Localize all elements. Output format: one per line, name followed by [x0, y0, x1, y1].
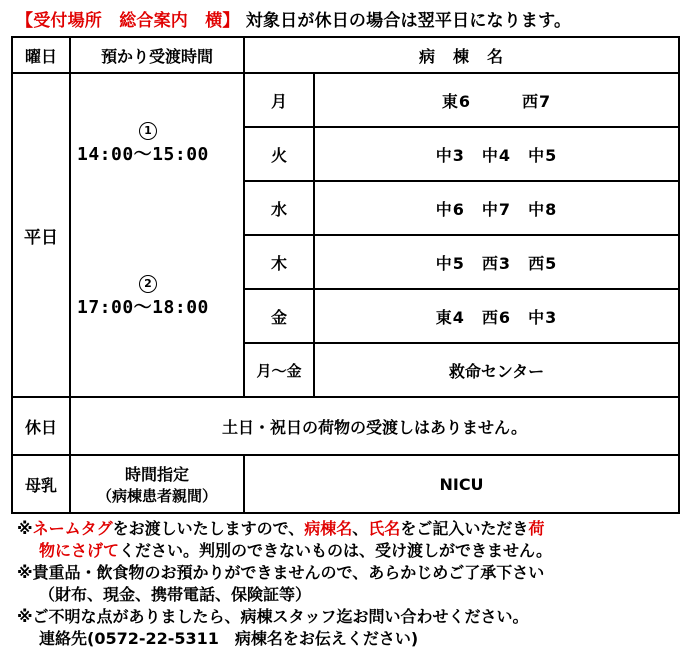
- table-header-row: [12, 37, 679, 73]
- person-name-text: 氏名: [368, 519, 401, 538]
- note-3: ※ご不明な点がありましたら、病棟スタッフ迄お問い合わせください。: [17, 607, 529, 626]
- slot-2-time: 17:00〜18:00: [77, 297, 209, 318]
- notes: [17, 518, 685, 650]
- breastmilk-row: [12, 455, 679, 513]
- breastmilk-time-line2: （病棟患者親間）: [96, 487, 217, 505]
- name-tag-text: ネームタグ: [32, 519, 113, 538]
- schedule-table: [11, 36, 680, 514]
- day-cell: 木: [244, 235, 314, 289]
- day-cell: 月: [244, 73, 314, 127]
- holiday-label: 休日: [12, 397, 70, 455]
- luggage-text: 荷: [528, 519, 545, 538]
- day-type-header: 曜日: [12, 37, 70, 73]
- table-row: [12, 73, 679, 127]
- page-header: [16, 6, 571, 31]
- note-text: をご記入いただき: [400, 519, 529, 538]
- ward-header: 病 棟 名: [244, 37, 679, 73]
- slot-2: [71, 270, 243, 395]
- slot-1: [71, 75, 243, 166]
- ward-cell: 救命センター: [314, 343, 679, 397]
- day-cell: 金: [244, 289, 314, 343]
- note-1: [17, 518, 685, 540]
- note-2: ※貴重品・飲食物のお預かりができませんので、あらかじめご了承下さい: [17, 563, 545, 582]
- holiday-note: 対象日が休日の場合は翌平日になります。: [245, 11, 572, 31]
- ward-cell: 東6 西7: [314, 73, 679, 127]
- breastmilk-time: [70, 455, 244, 513]
- time-slots: [70, 73, 244, 397]
- ward-cell: 中5 西3 西5: [314, 235, 679, 289]
- slot-1-time: 14:00〜15:00: [77, 144, 209, 165]
- day-cell: 月〜金: [244, 343, 314, 397]
- day-cell: 水: [244, 181, 314, 235]
- ward-cell: 中6 中7 中8: [314, 181, 679, 235]
- reception-location: 【受付場所 総合案内 横】: [16, 11, 240, 31]
- slot-1-number: 1: [139, 122, 157, 140]
- holiday-text: 土日・祝日の荷物の受渡しはありません。: [70, 397, 679, 455]
- contact-info: 連絡先(0572-22-5311 病棟名をお伝えください): [39, 629, 419, 648]
- ward-name-text: 病棟名: [304, 519, 353, 538]
- ward-cell: 中3 中4 中5: [314, 127, 679, 181]
- note-text: ください。判別のできないものは、受け渡しができません。: [119, 541, 552, 560]
- holiday-row: [12, 397, 679, 455]
- breastmilk-ward: NICU: [244, 455, 679, 513]
- ward-cell: 東4 西6 中3: [314, 289, 679, 343]
- note-2-cont: （財布、現金、携帯電話、保険証等）: [39, 585, 312, 604]
- note-1-cont: [17, 540, 685, 562]
- hang-text: 物にさげて: [39, 541, 120, 560]
- weekday-label: 平日: [12, 73, 70, 397]
- note-mark: ※: [17, 519, 33, 538]
- slot-2-number: 2: [139, 275, 157, 293]
- note-text: 、: [352, 519, 369, 538]
- time-header: 預かり受渡時間: [70, 37, 244, 73]
- day-cell: 火: [244, 127, 314, 181]
- breastmilk-time-line1: 時間指定: [124, 465, 189, 484]
- note-text: をお渡しいたしますので、: [112, 519, 305, 538]
- breastmilk-label: 母乳: [12, 455, 70, 513]
